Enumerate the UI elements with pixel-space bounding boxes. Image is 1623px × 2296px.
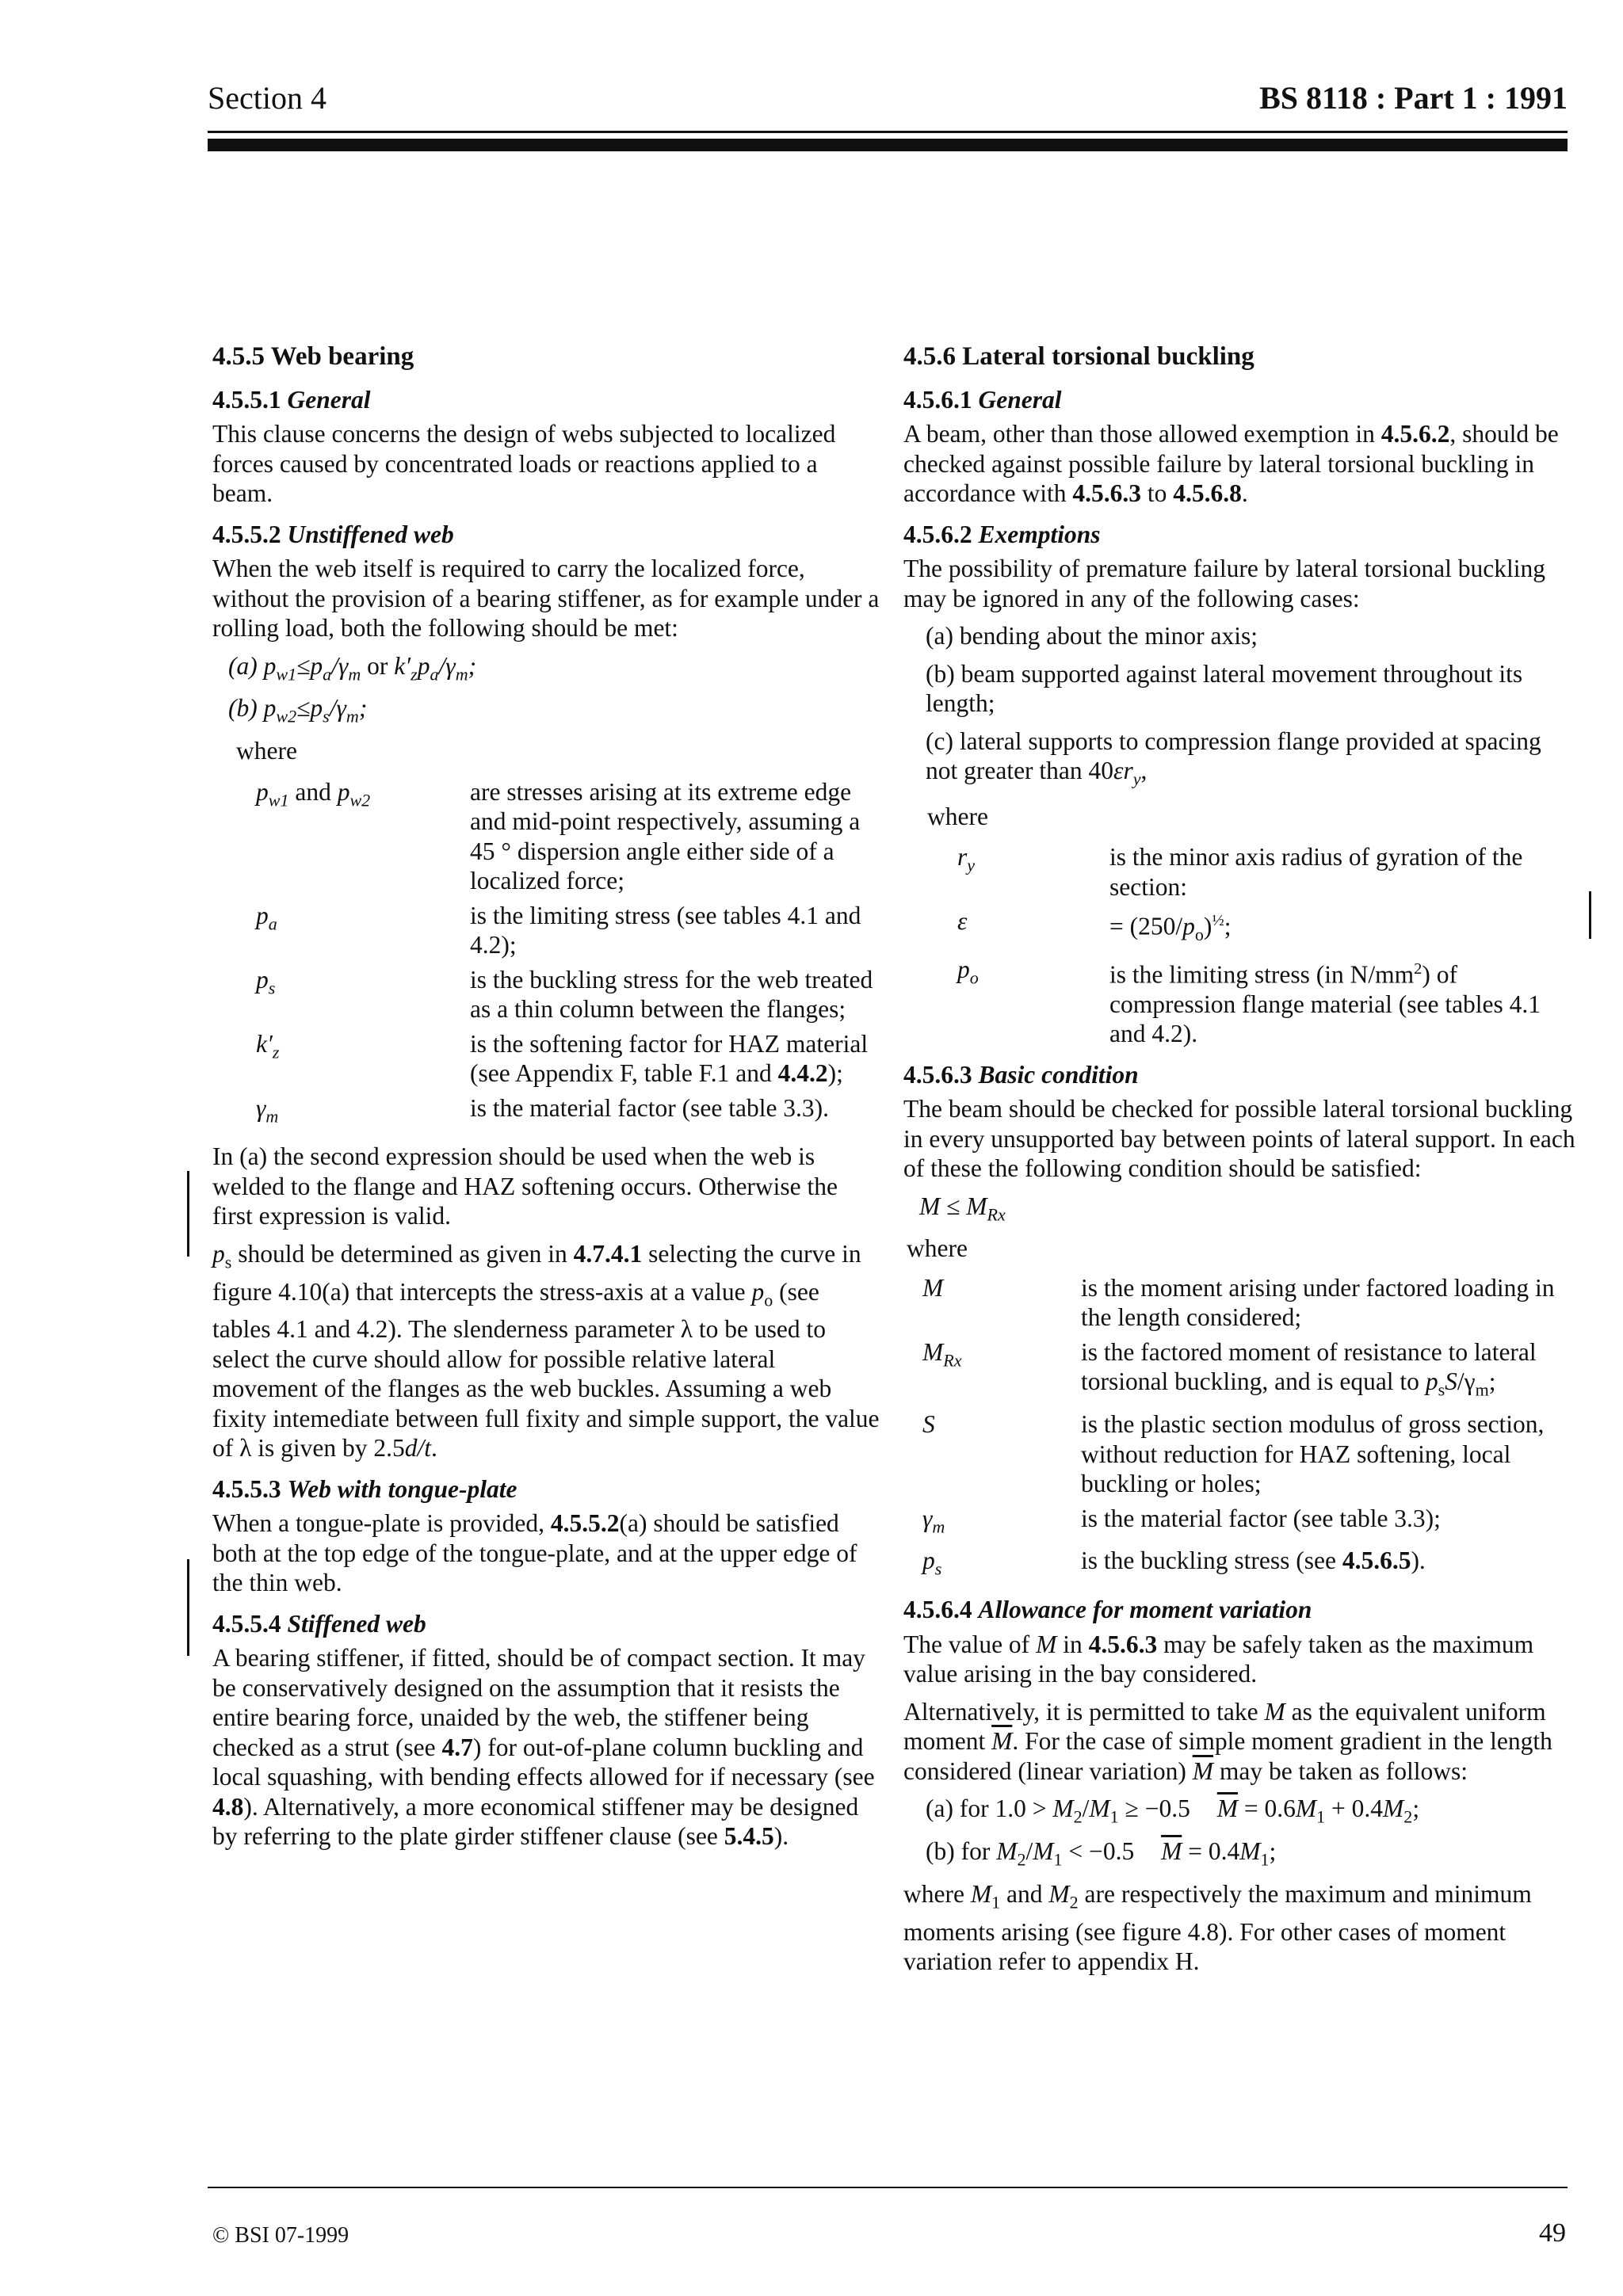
- definition-S: is the plastic section modulus of gross section, without reduction for HAZ softening, local buckling or holes;: [1081, 1410, 1545, 1498]
- heading-4-5-5-4: [212, 1609, 883, 1639]
- heading-4-5-6-2: [903, 520, 1579, 550]
- paragraph-expression-note: In (a) the second expression should be used when the web is welded to the flange and HAZ softening occurs. Otherwise the first expression is valid.: [212, 1142, 838, 1230]
- symbol-epsilon: ε: [957, 907, 968, 936]
- definitions-web-bearing: [212, 777, 883, 1131]
- paragraph-4-5-5-4: A bearing stiffener, if fitted, should be of compact section. It may be conservatively designed on the assumption that it resists the entire bearing force, unaided by the web, the stiffener being checked as a strut (see 4.7) for out-of-plane column buckling and local squashing, with bending effects allowed for if necessary (see 4.8). Alternatively, a more economical stiffener may be designed by referring to the plate girder stiffener clause (see 5.4.5).: [212, 1644, 875, 1851]
- heading-4-5-5-1: [212, 385, 883, 415]
- clause-number: 4.5.6.2: [903, 520, 972, 548]
- definition-ps: is the buckling stress for the web treated as a thin column between the flanges;: [470, 965, 873, 1024]
- heading-4-5-6-4: [903, 1595, 1579, 1625]
- exemption-b: (b) beam supported against lateral movement throughout its length;: [926, 659, 1523, 717]
- symbol-ps: $p_s$: [256, 965, 276, 997]
- definition-po: is the limiting stress (in $N/mm^2$) of compression flange material (see tables 4.1 and 4.2).: [1109, 959, 1541, 1048]
- definition-gamma-m: is the material factor (see table 3.3).: [470, 1093, 830, 1122]
- symbol-ry: $r_y$: [957, 843, 976, 875]
- moment-case-a: (a) for $1.0 > M_2/M_1 \ge -0.5$ $\overline{M} = 0.6M_1 + 0.4M_2$;: [926, 1794, 1420, 1827]
- header-section: Section 4: [208, 80, 327, 116]
- paragraph-4-5-6-1: A beam, other than those allowed exemption in 4.5.6.2, should be checked against possible failure by lateral torsional buckling in accordance with 4.5.6.3 to 4.5.6.8.: [903, 420, 1559, 507]
- header-rule-thick: [208, 139, 1568, 151]
- page-number: 49: [1539, 2218, 1566, 2248]
- footer-rule: [208, 2187, 1568, 2188]
- symbol-pw: $p_{w1}$ and $p_{w2}$: [256, 777, 371, 810]
- paragraph-4-5-6-4-a: The value of M in 4.5.6.3 may be safely taken as the maximum value arising in the bay considered.: [903, 1630, 1534, 1688]
- equation-basic-condition: $M \le M_{Rx}$: [919, 1192, 1006, 1224]
- clause-title: General: [978, 385, 1062, 414]
- heading-4-5-6-3: [903, 1060, 1579, 1090]
- clause-number: 4.5.6.3: [903, 1060, 972, 1089]
- symbol-po: $p_o$: [957, 955, 979, 987]
- definition-M: is the moment arising under factored loading in the length considered;: [1081, 1273, 1555, 1332]
- clause-title: General: [287, 385, 371, 414]
- right-column: [903, 342, 1579, 1985]
- paragraph-4-5-5-1: This clause concerns the design of webs subjected to localized forces caused by concentrated loads or reactions applied to a beam.: [212, 420, 836, 507]
- clause-number: 4.5.5.2: [212, 520, 281, 548]
- paragraph-4-5-5-2: When the web itself is required to carry the localized force, without the provision of a bearing stiffener, as for example under a rolling load, both the following should be met:: [212, 555, 880, 642]
- paragraph-4-5-5-3: When a tongue-plate is provided, 4.5.5.2(a) should be satisfied both at the top edge of the tongue-plate, and at the upper edge of the thin web.: [212, 1509, 857, 1597]
- clause-title: Exemptions: [978, 520, 1101, 548]
- paragraph-4-5-6-3: The beam should be checked for possible lateral torsional buckling in every unsupported bay between points of lateral support. In each of these the following condition should be satisfied:: [903, 1095, 1575, 1183]
- equation-a: (a) $p_{w1}\le p_a/\gamma_m$ or $k'_zp_a/\gamma_m$;: [228, 651, 477, 684]
- exemption-a: (a) bending about the minor axis;: [926, 622, 1258, 650]
- paragraph-4-5-6-4-b: Alternatively, it is permitted to take M as the equivalent uniform moment $\overline{M}$. For the case of simple moment gradient in the length considered (linear variation) $\overline{M}$ may be taken as follows:: [903, 1697, 1552, 1785]
- clause-number: 4.5.5.1: [212, 385, 281, 414]
- paragraph-4-5-6-4-c: where $M_1$ and $M_2$ are respectively the maximum and minimum moments arising (see figure 4.8). For other cases of moment variation refer to appendix H.: [903, 1879, 1532, 1976]
- clause-title: Unstiffened web: [287, 520, 454, 548]
- symbol-MRx: $M_{Rx}$: [922, 1337, 962, 1371]
- clause-number: 4.5.5.3: [212, 1474, 281, 1503]
- clause-number: 4.5.5.4: [212, 1609, 281, 1638]
- definition-MRx: is the factored moment of resistance to lateral torsional buckling, and is equal to $p_sS/\gamma_m$;: [1081, 1337, 1537, 1400]
- exemption-c: (c) lateral supports to compression flange provided at spacing not greater than $40\varepsilon r_y$,: [926, 727, 1541, 789]
- heading-4-5-5: 4.5.5 Web bearing: [212, 342, 414, 371]
- definition-pa: is the limiting stress (see tables 4.1 and 4.2);: [470, 901, 861, 959]
- paragraph-4-5-6-2: The possibility of premature failure by lateral torsional buckling may be ignored in any of the following cases:: [903, 555, 1546, 612]
- where-label: where: [236, 737, 297, 765]
- heading-4-5-6: 4.5.6 Lateral torsional buckling: [903, 342, 1254, 371]
- heading-4-5-6-1: [903, 385, 1579, 415]
- symbol-ps: $p_s$: [922, 1547, 942, 1579]
- heading-4-5-5-2: [212, 520, 883, 550]
- exemption-list: [903, 621, 1579, 794]
- symbol-pa: $p_a$: [256, 901, 277, 933]
- where-label: where: [907, 1234, 968, 1263]
- definition-gamma-m: is the material factor (see table 3.3);: [1081, 1504, 1441, 1532]
- symbol-kz: $k'_z$: [256, 1029, 280, 1062]
- equation-b: (b) $p_{w2}\le p_s/\gamma_m$;: [228, 694, 368, 727]
- clause-title: Stiffened web: [287, 1609, 426, 1638]
- change-bar: [187, 1171, 189, 1257]
- clause-number: 4.5.6.4: [903, 1596, 972, 1624]
- paragraph-ps: $p_s$ should be determined as given in 4.7.4.1 selecting the curve in figure 4.10(a) that intercepts the stress-axis at a value $p_o$ (see tables 4.1 and 4.2). The slenderness parameter λ to be used to select the curve should allow for possible relative lateral movement of the flanges as the web buckles. Assuming a web fixity intemediate between full fixity and simple support, the value of λ is given by 2.5d/t.: [212, 1239, 880, 1463]
- change-bar: [1589, 891, 1591, 939]
- definition-pw: are stresses arising at its extreme edge and mid-point respectively, assuming a 45 ° dispersion angle either side of a localized force;: [470, 777, 861, 895]
- definition-epsilon: = $(250/p_o)^{\frac{1}{2}}$;: [1109, 912, 1232, 945]
- moment-case-b: (b) for $M_2/M_1 < -0.5$ $\overline{M} = 0.4M_1$;: [926, 1837, 1277, 1870]
- change-bar: [187, 1559, 189, 1656]
- header-rule-thin: [208, 131, 1568, 133]
- header-standard: BS 8118 : Part 1 : 1991: [1259, 80, 1568, 116]
- definition-ps: is the buckling stress (see 4.5.6.5).: [1081, 1547, 1426, 1575]
- clause-title: Web with tongue-plate: [287, 1474, 517, 1503]
- definition-kz: is the softening factor for HAZ material (see Appendix F, table F.1 and 4.4.2);: [470, 1029, 869, 1088]
- symbol-M: M: [922, 1273, 944, 1302]
- clause-title: Allowance for moment variation: [978, 1596, 1312, 1624]
- footer-copyright: © BSI 07-1999: [212, 2223, 349, 2248]
- clause-number: 4.5.6.1: [903, 385, 972, 414]
- where-label: where: [927, 802, 988, 830]
- symbol-S: S: [922, 1410, 935, 1439]
- symbol-gamma-m: $\gamma_m$: [922, 1504, 945, 1536]
- definitions-basic-condition: [903, 1273, 1579, 1584]
- clause-title: Basic condition: [978, 1060, 1139, 1089]
- heading-4-5-5-3: [212, 1474, 883, 1505]
- left-column: [212, 342, 883, 1859]
- definition-ry: is the minor axis radius of gyration of the section:: [1109, 843, 1523, 901]
- symbol-gamma-m: $\gamma_m$: [256, 1093, 279, 1126]
- definitions-exemptions: [903, 842, 1579, 1048]
